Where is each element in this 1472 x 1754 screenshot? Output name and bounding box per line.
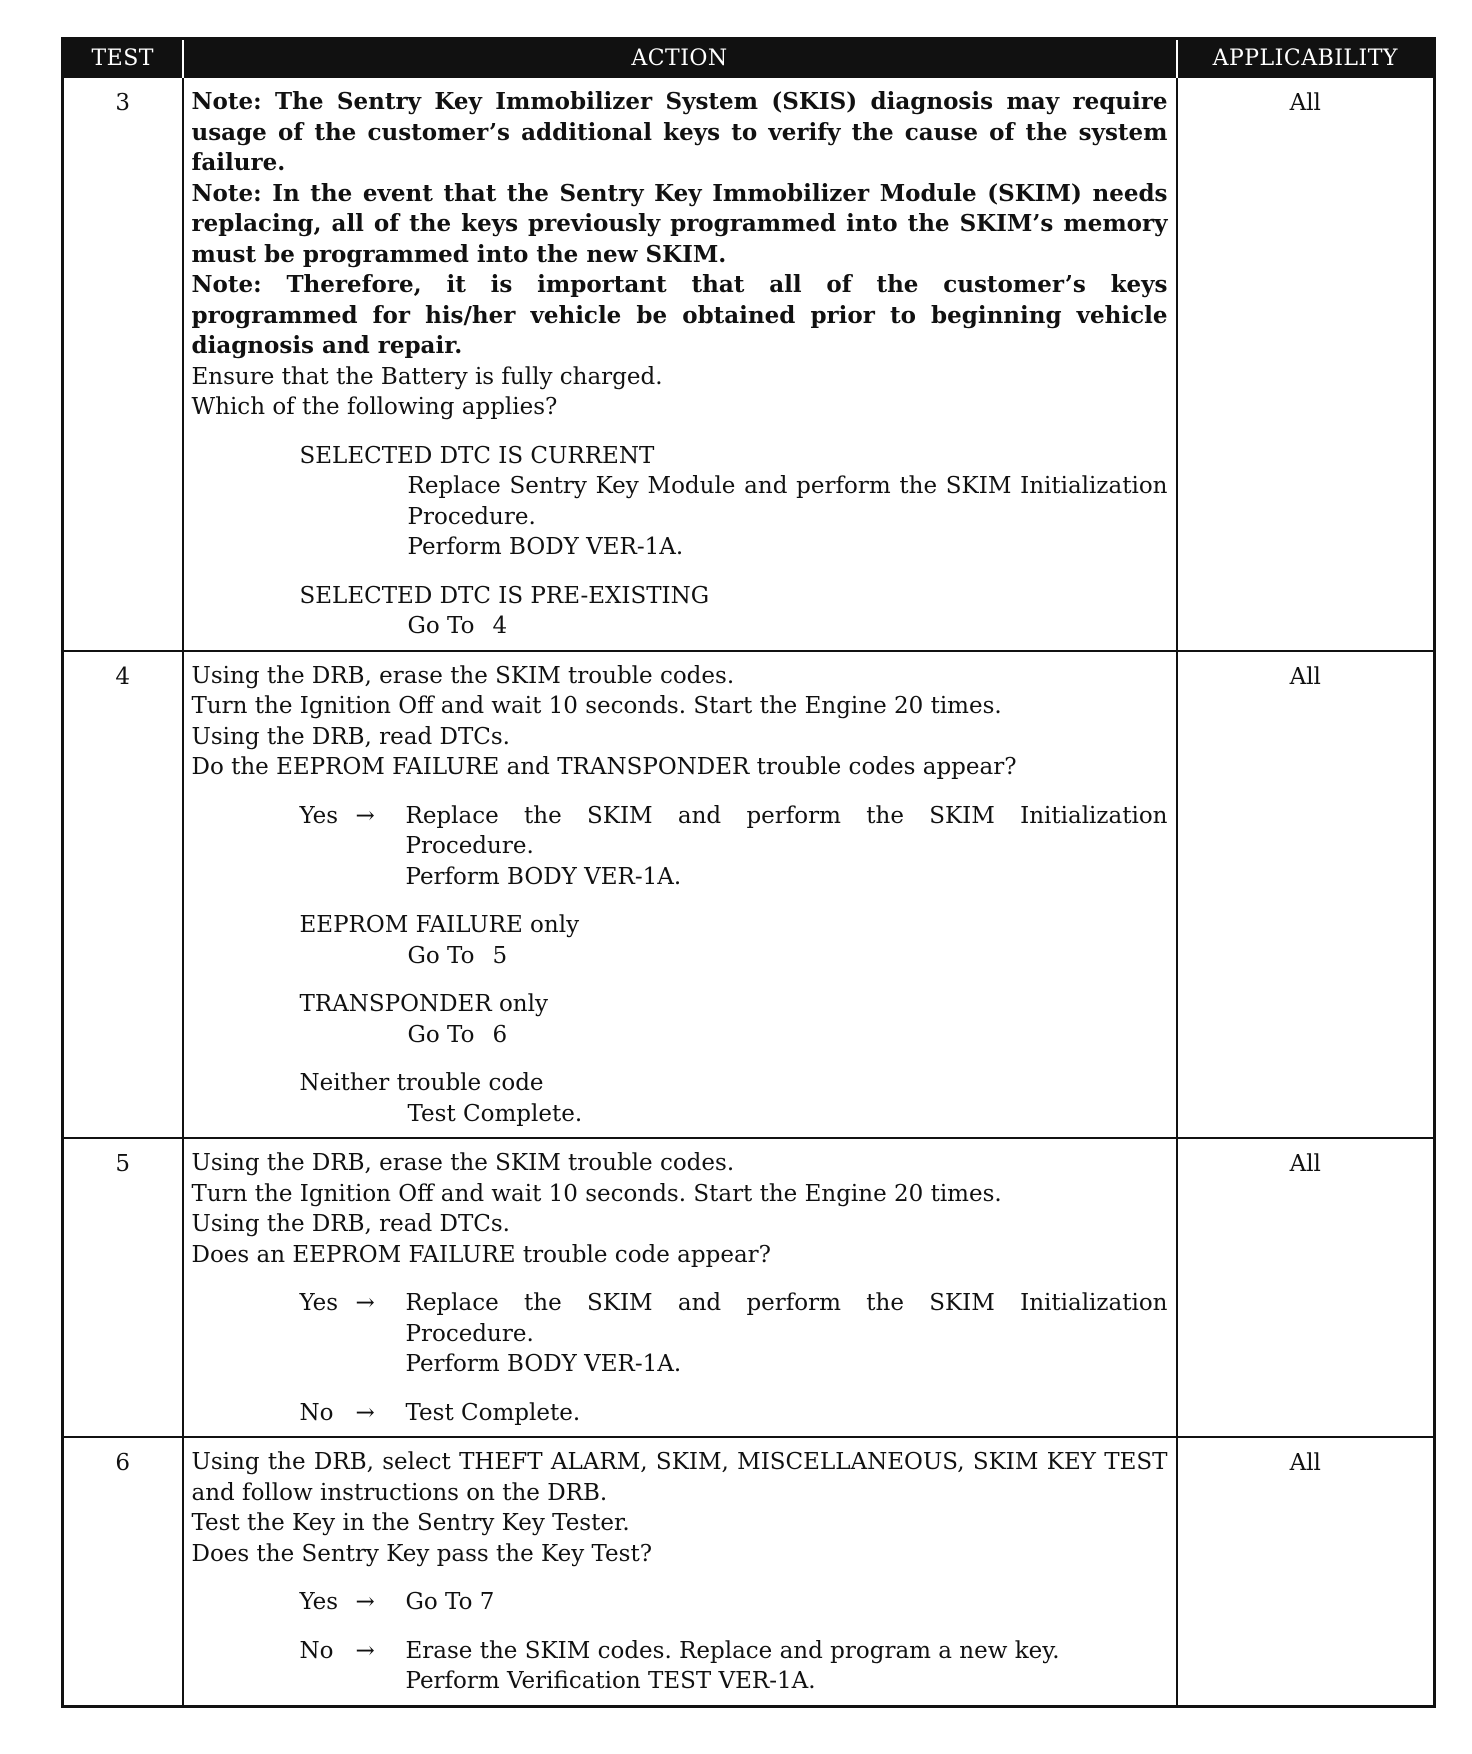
- result-line: Perform BODY VER-1A.: [405, 863, 682, 890]
- yes-branch: [192, 801, 1168, 893]
- question-line: Does an EEPROM FAILURE trouble code appear?: [191, 1241, 771, 1268]
- instruction-line: Using the DRB, select THEFT ALARM, SKIM, MISCELLANEOUS, SKIM KEY TEST and follow instructions on the DRB.: [191, 1449, 1168, 1506]
- no-branch: [192, 1398, 1168, 1429]
- action-cell: [183, 1138, 1177, 1437]
- table-row: [63, 651, 1435, 1139]
- instruction-line: Turn the Ignition Off and wait 10 seconds. Start the Engine 20 times.: [191, 1180, 1002, 1207]
- applicability-value: All: [1177, 1437, 1435, 1706]
- no-label: No: [299, 1637, 334, 1664]
- yes-label: Yes: [299, 802, 339, 829]
- instruction-line: Using the DRB, erase the SKIM trouble codes.: [191, 662, 735, 689]
- option-label: EEPROM FAILURE only: [299, 912, 580, 938]
- yes-result: [406, 801, 1168, 893]
- instruction-line: Using the DRB, read DTCs.: [191, 1211, 510, 1237]
- note: Note: The Sentry Key Immobilizer System (SKIS) diagnosis may require usage of the customer’s additional keys to verify the cause of the system failure.: [191, 88, 1168, 176]
- question-line: Does the Sentry Key pass the Key Test?: [191, 1540, 653, 1567]
- result-line: Perform Verification TEST VER-1A.: [405, 1668, 816, 1694]
- result-line: Replace the SKIM and perform the SKIM Initialization Procedure.: [405, 802, 1168, 859]
- instruction-line: Test the Key in the Sentry Key Tester.: [191, 1510, 630, 1536]
- yes-branch: [192, 1587, 1168, 1618]
- option-label: TRANSPONDER only: [299, 991, 548, 1017]
- question-line: Do the EEPROM FAILURE and TRANSPONDER trouble codes appear?: [191, 754, 1017, 780]
- goto-text: Go To: [407, 1021, 475, 1048]
- arrow-icon: →: [355, 1399, 375, 1426]
- yes-branch: [192, 1288, 1168, 1380]
- result-line: Go To 7: [405, 1589, 495, 1615]
- no-result: [406, 1398, 1168, 1429]
- instruction-line: Turn the Ignition Off and wait 10 seconds. Start the Engine 20 times.: [191, 693, 1002, 719]
- yes-label: Yes: [299, 1290, 339, 1316]
- instruction-line: Ensure that the Battery is fully charged.: [191, 363, 663, 390]
- yes-result: [406, 1288, 1168, 1380]
- goto-number: 5: [492, 942, 508, 969]
- result-line: Erase the SKIM codes. Replace and program a new key.: [405, 1637, 1060, 1664]
- action-cell: [183, 651, 1177, 1139]
- question-line: Which of the following applies?: [191, 394, 558, 420]
- option-action: Perform BODY VER-1A.: [407, 534, 684, 560]
- option-block: [192, 441, 1168, 563]
- action-cell: [183, 77, 1177, 651]
- yes-result: [406, 1587, 1168, 1618]
- applicability-value: All: [1177, 1138, 1435, 1437]
- option-action: Replace Sentry Key Module and perform the SKIM Initialization Procedure.: [407, 473, 1168, 530]
- test-number: 4: [63, 651, 183, 1139]
- note: Note: Therefore, it is important that all of the customer’s keys programmed for his/her vehicle be obtained prior to beginning vehicle diagnosis and repair.: [191, 271, 1168, 359]
- instruction-line: Using the DRB, erase the SKIM trouble codes.: [191, 1150, 735, 1176]
- option-block: [192, 989, 1168, 1050]
- option-block: [192, 581, 1168, 642]
- instruction-line: Using the DRB, read DTCs.: [191, 723, 510, 750]
- note: Note: In the event that the Sentry Key Immobilizer Module (SKIM) needs replacing, all of the keys previously programmed into the SKIM’s memory must be programmed into the new SKIM.: [191, 179, 1168, 268]
- result-line: Test Complete.: [405, 1399, 581, 1426]
- arrow-icon: →: [355, 1589, 375, 1615]
- no-branch: [192, 1636, 1168, 1697]
- diagnostic-procedure-table: [61, 37, 1436, 1708]
- no-result: [406, 1636, 1168, 1697]
- result-line: Perform BODY VER-1A.: [405, 1351, 682, 1377]
- test-number: 3: [63, 77, 183, 651]
- table-row: [63, 1437, 1435, 1706]
- applicability-value: All: [1177, 651, 1435, 1139]
- test-number: 6: [63, 1437, 183, 1706]
- goto-text: Go To: [407, 613, 475, 639]
- option-label: SELECTED DTC IS CURRENT: [299, 442, 655, 469]
- table-row: [63, 1138, 1435, 1437]
- arrow-icon: →: [355, 1637, 375, 1664]
- option-label: SELECTED DTC IS PRE-EXISTING: [299, 582, 710, 609]
- header-applicability: APPLICABILITY: [1177, 39, 1435, 78]
- yes-label: Yes: [299, 1589, 339, 1615]
- header-action: ACTION: [183, 39, 1177, 78]
- goto-number: 4: [492, 613, 508, 639]
- goto-line: [192, 611, 1168, 642]
- header-test: TEST: [63, 39, 183, 78]
- goto-text: Go To: [407, 942, 475, 969]
- applicability-value: All: [1177, 77, 1435, 651]
- option-result: Test Complete.: [407, 1100, 583, 1127]
- test-number: 5: [63, 1138, 183, 1437]
- option-block: [192, 1068, 1168, 1129]
- diagnostic-procedure-table-wrapper: [61, 37, 1433, 1708]
- table-row: [63, 77, 1435, 651]
- action-cell: [183, 1437, 1177, 1706]
- goto-line: [192, 941, 1168, 972]
- table-header-row: [63, 39, 1435, 78]
- option-block: [192, 910, 1168, 971]
- no-label: No: [299, 1399, 334, 1426]
- arrow-icon: →: [355, 1290, 375, 1316]
- goto-number: 6: [492, 1021, 508, 1048]
- arrow-icon: →: [355, 802, 375, 829]
- goto-line: [192, 1020, 1168, 1051]
- result-line: Replace the SKIM and perform the SKIM Initialization Procedure.: [405, 1290, 1168, 1347]
- option-label: Neither trouble code: [299, 1070, 544, 1096]
